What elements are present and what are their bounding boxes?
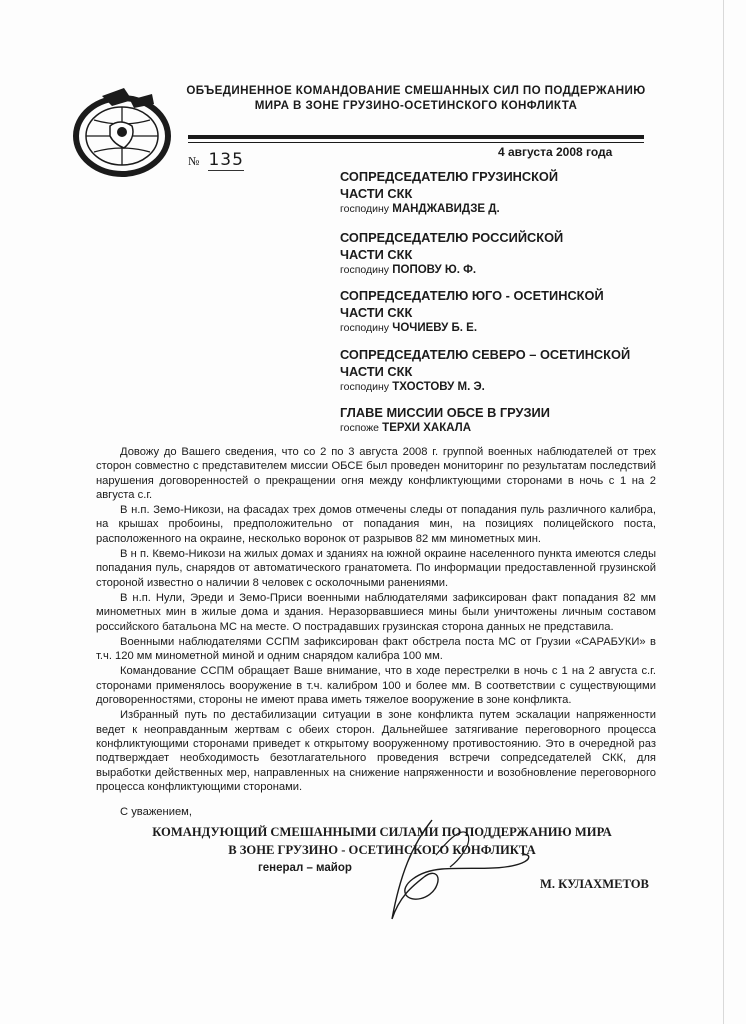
addressee-name-line: [340, 321, 660, 336]
addressee-prefix: господину: [340, 203, 390, 215]
organization-title: [176, 84, 656, 113]
signer-title-line1: КОМАНДУЮЩИЙ СМЕШАННЫМИ СИЛАМИ ПО ПОДДЕРЖАНИЮ МИРА: [152, 825, 612, 839]
number-value: 135: [208, 150, 244, 170]
document-number: [188, 150, 244, 170]
header-rule-thin: [188, 142, 644, 143]
closing-salutation: С уважением,: [120, 806, 192, 818]
body-paragraph: В н.п. Земо-Никози, на фасадах трех домов отмечены следы от попадания пуль различного калибра, на крышах пробоины, предположительно от попадания мин, на позициях полицейского поста, расположенного на окраине, несколько воронок от разрывов 82 мм минометных мин.: [96, 504, 656, 545]
addressee-block: [340, 346, 660, 395]
org-title-line2: МИРА В ЗОНЕ ГРУЗИНО-ОСЕТИНСКОГО КОНФЛИКТА: [254, 98, 578, 112]
body-paragraph: В н п. Квемо-Никози на жилых домах и зданиях на южной окраине населенного пункта имеются следы попадания пуль, снарядов от автоматического гранатомета. По информации предоставленной грузинской стороной известно о наличии 8 человек с осколочными ранениями.: [96, 548, 656, 589]
handwritten-signature-icon: [372, 815, 562, 925]
addressee-title: СОПРЕДСЕДАТЕЛЮ СЕВЕРО – ОСЕТИНСКОЙ: [340, 347, 631, 362]
org-title-line1: ОБЪЕДИНЕННОЕ КОМАНДОВАНИЕ СМЕШАННЫХ СИЛ ПО ПОДДЕРЖАНИЮ: [186, 84, 646, 97]
body-paragraph: Военными наблюдателями ССПМ зафиксирован факт обстрела поста МС от Грузии «САРАБУКИ» в т.ч. 120 мм минометной миной и одним снарядом калибра 100 мм.: [96, 635, 656, 663]
addressee-name: ПОПОВУ Ю. Ф.: [392, 264, 477, 276]
addressee-block: [340, 229, 660, 278]
addressee-prefix: госпоже: [340, 422, 379, 434]
addressee-prefix: господину: [340, 381, 390, 393]
addressee-block: [340, 168, 660, 217]
peacekeeping-emblem-icon: [72, 82, 178, 178]
addressee-title: СОПРЕДСЕДАТЕЛЮ РОССИЙСКОЙ: [340, 230, 564, 245]
addressee-subtitle: ЧАСТИ СКК: [340, 186, 413, 201]
addressee-prefix: господину: [340, 322, 390, 334]
letter-body: [96, 445, 656, 795]
signer-title-line2: В ЗОНЕ ГРУЗИНО - ОСЕТИНСКОГО КОНФЛИКТА: [228, 843, 536, 857]
addressee-title: СОПРЕДСЕДАТЕЛЮ ГРУЗИНСКОЙ: [340, 169, 559, 184]
header-rule-thick: [188, 135, 644, 139]
signer-rank: генерал – майор: [258, 862, 352, 874]
addressee-name: ТХОСТОВУ М. Э.: [392, 381, 485, 393]
addressee-subtitle: ЧАСТИ СКК: [340, 305, 413, 320]
addressee-name: МАНДЖАВИДЗЕ Д.: [392, 203, 500, 215]
signer-name: М. КУЛАХМЕТОВ: [540, 877, 649, 891]
number-prefix: №: [188, 154, 200, 168]
page-edge-line: [723, 0, 724, 1024]
addressee-title: СОПРЕДСЕДАТЕЛЮ ЮГО - ОСЕТИНСКОЙ: [340, 288, 604, 303]
addressee-name-line: [340, 380, 660, 395]
addressee-prefix: господину: [340, 264, 390, 276]
addressee-name-line: [340, 421, 660, 436]
addressee-name-line: [340, 202, 660, 217]
body-paragraph: Избранный путь по дестабилизации ситуации в зоне конфликта путем эскалации напряженности ведет к неоправданным жертвам с обеих сторон. Дальнейшее затягивание переговорного процесса конфликтующими сторонами приведет к открытому вооруженному противостоянию. Это в очередной раз подтверждает необходимость безотлагательного проведения встречи сопредседателей СКК, для выработки действенных мер, направленных на снижение напряженности и возобновление переговорного процесса конфликтующими сторонами.: [96, 709, 656, 793]
document-date: 4 августа 2008 года: [498, 145, 613, 159]
addressee-name: ЧОЧИЕВУ Б. Е.: [392, 322, 478, 334]
body-paragraph: Довожу до Вашего сведения, что со 2 по 3 августа 2008 г. группой военных наблюдателей от трех сторон совместно с представителем миссии ОБСЕ был проведен мониторинг по результатам последствий нарушения договоренностей о прекращении огня между конфликтующими сторонами в ночь с 1 на 2 августа с.г.: [96, 446, 656, 501]
addressee-name-line: [340, 263, 660, 278]
addressee-title: ГЛАВЕ МИССИИ ОБСЕ В ГРУЗИИ: [340, 405, 550, 420]
addressee-subtitle: ЧАСТИ СКК: [340, 247, 413, 262]
body-paragraph: Командование ССПМ обращает Ваше внимание, что в ходе перестрелки в ночь с 1 на 2 августа с.г. сторонами применялось вооружение в т.ч. калибром 100 и более мм. В соответствии с существующими договоренностями, стороны не имеют права иметь тяжелое вооружение в зоне конфликта.: [96, 665, 656, 707]
addressee-name: ТЕРХИ ХАКАЛА: [382, 422, 472, 434]
addressee-subtitle: ЧАСТИ СКК: [340, 364, 413, 379]
addressee-block: [340, 404, 660, 436]
body-paragraph: В н.п. Нули, Эреди и Земо-Приси военными наблюдателями зафиксирован факт попадания 82 мм минометных мин в жилые дома и здания. Неразорвавшиеся мины были уничтожены личным составом российского батальона МС на месте. О пострадавших грузинская сторона данных не представила.: [96, 591, 656, 633]
addressee-block: [340, 287, 660, 336]
